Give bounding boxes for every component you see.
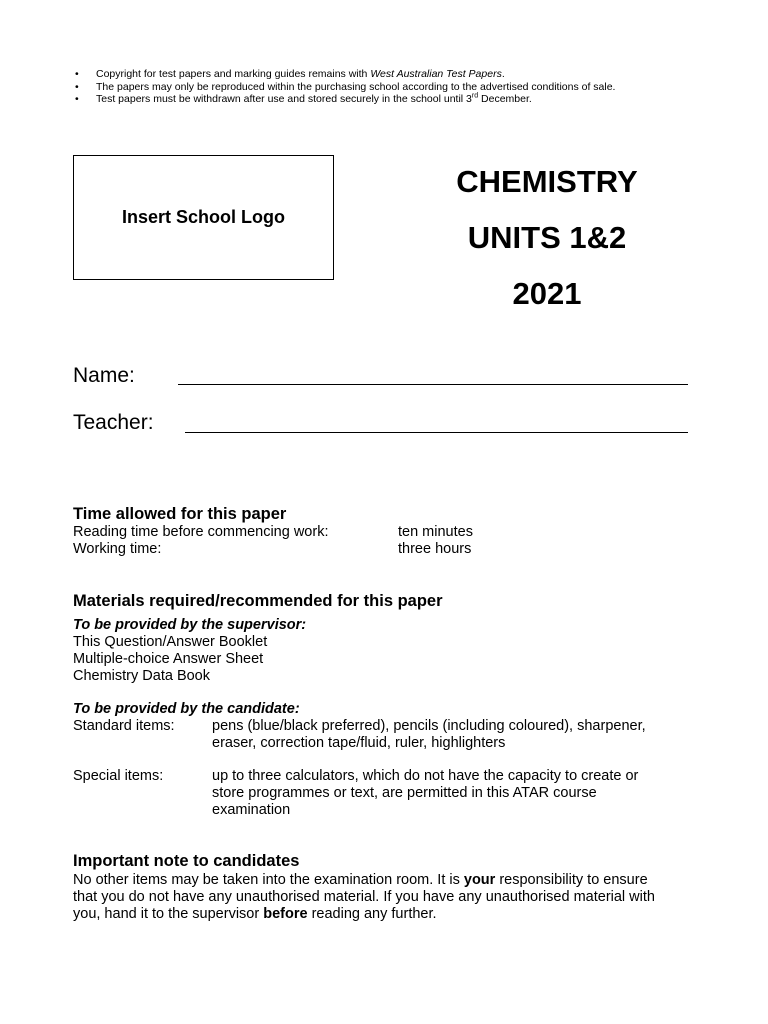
copyright-line-3: • Test papers must be withdrawn after use and stored securely in the school until 3rd December. xyxy=(75,92,532,105)
standard-items-label: Standard items: xyxy=(73,718,175,734)
special-items-line: examination xyxy=(212,802,291,818)
supervisor-heading: To be provided by the supervisor: xyxy=(73,617,307,633)
name-input-line[interactable] xyxy=(178,384,688,385)
note-line-1: No other items may be taken into the examination room. It is your responsibility to ensure xyxy=(73,872,648,888)
copyright-notice xyxy=(75,68,735,106)
bullet-icon: • xyxy=(75,68,79,80)
time-heading: Time allowed for this paper xyxy=(73,505,287,523)
special-items-line: up to three calculators, which do not have the capacity to create or xyxy=(212,768,639,784)
note-line-3: you, hand it to the supervisor before reading any further. xyxy=(73,906,437,922)
materials-heading: Materials required/recommended for this paper xyxy=(73,592,443,610)
working-time-label: Working time: xyxy=(73,541,162,557)
name-label: Name: xyxy=(73,364,135,387)
teacher-input-line[interactable] xyxy=(185,432,688,433)
logo-placeholder-text: Insert School Logo xyxy=(121,207,285,227)
year-title: 2021 xyxy=(512,276,582,311)
working-time-value: three hours xyxy=(398,541,472,557)
candidate-heading: To be provided by the candidate: xyxy=(73,701,300,717)
special-items-label: Special items: xyxy=(73,768,164,784)
standard-items-line: eraser, correction tape/fluid, ruler, highlighters xyxy=(212,735,506,751)
note-line-2: that you do not have any unauthorised material. If you have any unauthorised material with xyxy=(73,889,655,905)
special-items-line: store programmes or text, are permitted in this ATAR course xyxy=(212,785,597,801)
copyright-line-2: • The papers may only be reproduced within the purchasing school according to the advertised conditions of sale. xyxy=(75,80,616,93)
copyright-line-1: • Copyright for test papers and marking guides remains with West Australian Test Papers. xyxy=(75,68,505,80)
standard-items-line: pens (blue/black preferred), pencils (including coloured), sharpener, xyxy=(212,718,646,734)
supervisor-item: Chemistry Data Book xyxy=(73,668,210,684)
school-logo-placeholder xyxy=(73,155,334,280)
reading-time-value: ten minutes xyxy=(398,524,473,540)
note-heading: Important note to candidates xyxy=(73,852,300,870)
supervisor-item: Multiple-choice Answer Sheet xyxy=(73,651,264,667)
teacher-label: Teacher: xyxy=(73,411,154,434)
bullet-icon: • xyxy=(75,80,79,93)
subject-title: CHEMISTRY xyxy=(456,164,638,199)
units-title: UNITS 1&2 xyxy=(467,220,627,255)
bullet-icon: • xyxy=(75,93,79,105)
supervisor-item: This Question/Answer Booklet xyxy=(73,634,268,650)
reading-time-label: Reading time before commencing work: xyxy=(73,524,329,540)
